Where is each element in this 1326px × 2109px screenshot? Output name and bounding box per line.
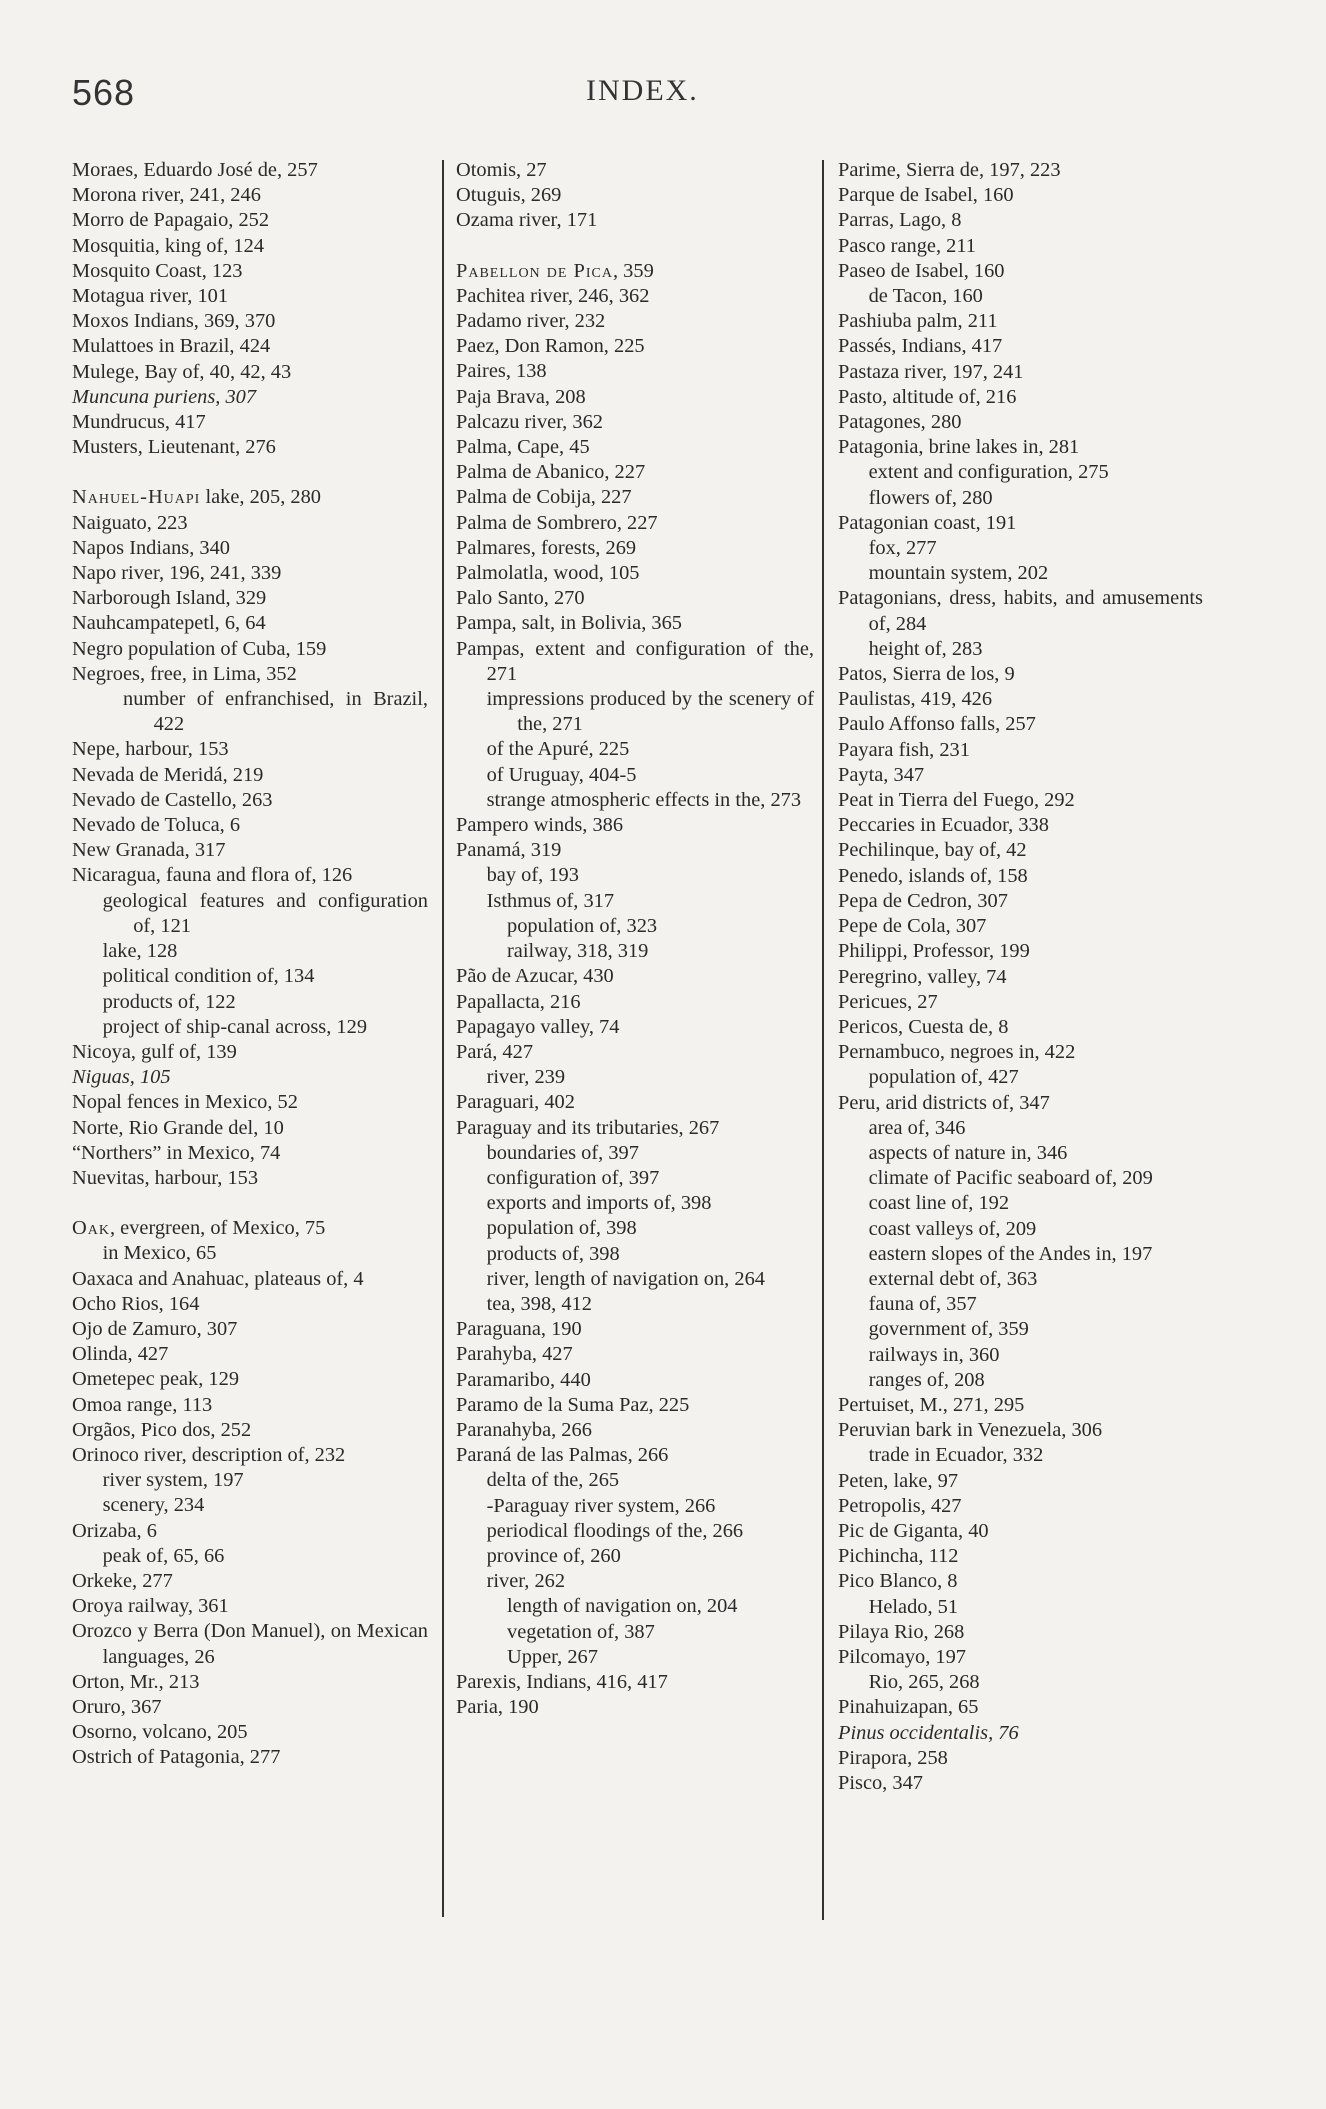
index-entry: Ozama river, 171 — [456, 209, 598, 232]
index-entry: Pará, 427 — [456, 1040, 534, 1063]
index-entry: Narborough Island, 329 — [72, 587, 267, 610]
index-entry: Mulattoes in Brazil, 424 — [72, 335, 271, 358]
index-entry: Oak, evergreen, of Mexico, 75 — [72, 1217, 326, 1240]
index-subentry: eastern slopes of the Andes in, 197 — [868, 1242, 1153, 1265]
index-entry: Orizaba, 6 — [72, 1519, 157, 1542]
index-entry: Parras, Lago, 8 — [838, 209, 962, 232]
index-subentry: in Mexico, 65 — [102, 1242, 217, 1265]
index-entry: Peregrino, valley, 74 — [838, 965, 1007, 988]
index-entry: Penedo, islands of, 158 — [838, 864, 1028, 887]
index-subentry: lake, 128 — [102, 940, 178, 963]
index-entry: Omoa range, 113 — [72, 1393, 213, 1416]
index-entry: Nahuel-Huapi lake, 205, 280 — [72, 486, 321, 509]
index-entry: Palma, Cape, 45 — [456, 436, 590, 459]
index-entry: Palcazu river, 362 — [456, 410, 603, 433]
index-subentry: fox, 277 — [868, 537, 937, 560]
index-entry: Pampas, extent and configuration of the, 271 — [456, 637, 814, 685]
index-entry: Pechilinque, bay of, 42 — [838, 839, 1027, 862]
index-entry: Payara fish, 231 — [838, 738, 970, 761]
index-subentry: population of, 398 — [486, 1217, 637, 1240]
index-entry: Moxos Indians, 369, 370 — [72, 310, 276, 333]
index-subentry: of Uruguay, 404-5 — [486, 763, 637, 786]
index-subentry: river, length of navigation on, 264 — [486, 1267, 765, 1290]
index-subentry: external debt of, 363 — [868, 1267, 1038, 1290]
index-subentry: peak of, 65, 66 — [102, 1544, 225, 1567]
index-entry: Otuguis, 269 — [456, 184, 562, 207]
index-subentry: boundaries of, 397 — [486, 1141, 639, 1164]
column-divider — [442, 160, 444, 1917]
index-entry: Negro population of Cuba, 159 — [72, 637, 327, 660]
index-subentry: scenery, 234 — [102, 1494, 205, 1517]
page-title: INDEX. — [586, 74, 699, 107]
index-entry: Pinahuizapan, 65 — [838, 1696, 979, 1719]
index-entry: Norte, Rio Grande del, 10 — [72, 1116, 284, 1139]
index-subentry: strange atmospheric effects in the, 273 — [486, 788, 802, 811]
index-entry: Mundrucus, 417 — [72, 411, 206, 434]
index-entry: Pertuiset, M., 271, 295 — [838, 1393, 1025, 1416]
index-subentry: coast line of, 192 — [868, 1192, 1010, 1215]
index-entry: Oroya railway, 361 — [72, 1595, 229, 1618]
index-entry: Pericos, Cuesta de, 8 — [838, 1015, 1009, 1038]
letter-section-gap — [72, 1191, 428, 1216]
index-entry: Otomis, 27 — [456, 159, 547, 181]
index-subentry: tea, 398, 412 — [486, 1292, 592, 1315]
index-entry: Palma de Cobija, 227 — [456, 486, 632, 509]
index-entry: Paulistas, 419, 426 — [838, 688, 993, 711]
index-subentry: population of, 427 — [868, 1066, 1019, 1089]
index-subentry: railway, 318, 319 — [507, 940, 649, 963]
index-entry: Papagayo valley, 74 — [456, 1015, 620, 1038]
index-entry: Pastaza river, 197, 241 — [838, 360, 1024, 383]
index-entry: Paez, Don Ramon, 225 — [456, 335, 645, 358]
index-entry: Peccaries in Ecuador, 338 — [838, 814, 1049, 837]
index-entry: Paraguari, 402 — [456, 1091, 575, 1114]
index-subentry: coast valleys of, 209 — [868, 1217, 1037, 1240]
index-subentry: periodical floodings of the, 266 — [486, 1519, 744, 1542]
index-subentry: of the Apuré, 225 — [486, 738, 630, 761]
index-entry: Nepe, harbour, 153 — [72, 738, 229, 761]
index-subentry: Upper, 267 — [507, 1645, 598, 1668]
index-subentry: area of, 346 — [868, 1116, 966, 1139]
letter-section-gap — [456, 234, 814, 259]
index-entry: Nevada de Meridá, 219 — [72, 763, 264, 786]
index-subentry: de Tacon, 160 — [868, 285, 983, 308]
index-entry: Pernambuco, negroes in, 422 — [838, 1041, 1076, 1064]
index-subentry: aspects of nature in, 346 — [868, 1141, 1068, 1164]
index-entry: Morro de Papagaio, 252 — [72, 209, 270, 232]
index-entry: Pichincha, 112 — [838, 1545, 959, 1568]
index-entry: Ometepec peak, 129 — [72, 1368, 240, 1391]
index-entry: Pabellon de Pica, 359 — [456, 259, 654, 282]
index-subentry: extent and configuration, 275 — [868, 461, 1109, 484]
index-entry: Pisco, 347 — [838, 1772, 923, 1794]
index-entry: New Granada, 317 — [72, 839, 226, 862]
index-entry: Payta, 347 — [838, 763, 925, 786]
index-entry: Naiguato, 223 — [72, 511, 188, 534]
index-entry: Peruvian bark in Venezuela, 306 — [838, 1419, 1103, 1442]
index-subentry: mountain system, 202 — [868, 562, 1049, 585]
index-entry: Oruro, 367 — [72, 1695, 162, 1718]
index-entry: Motagua river, 101 — [72, 285, 229, 308]
section-headword: Nahuel-Huapi — [72, 486, 201, 509]
index-entry: Papallacta, 216 — [456, 990, 581, 1013]
index-entry: Nicaragua, fauna and flora of, 126 — [72, 864, 353, 887]
index-entry: Palmares, forests, 269 — [456, 536, 637, 559]
index-entry: Parexis, Indians, 416, 417 — [456, 1670, 668, 1693]
index-entry: Orgãos, Pico dos, 252 — [72, 1418, 252, 1441]
index-entry: Nauhcampatepetl, 6, 64 — [72, 612, 266, 635]
index-entry: Oaxaca and Anahuac, plateaus of, 4 — [72, 1267, 364, 1290]
index-entry: Pico Blanco, 8 — [838, 1570, 958, 1593]
index-subentry: Rio, 265, 268 — [868, 1671, 980, 1694]
index-entry: Nevado de Castello, 263 — [72, 788, 273, 811]
index-column-1 — [72, 158, 428, 1771]
index-subentry: trade in Ecuador, 332 — [868, 1444, 1044, 1467]
index-entry: Pão de Azucar, 430 — [456, 965, 614, 988]
index-entry: Paraná de las Palmas, 266 — [456, 1444, 669, 1467]
index-entry: Patagonia, brine lakes in, 281 — [838, 436, 1080, 459]
index-entry: Paja Brava, 208 — [456, 385, 586, 408]
index-entry: Pirapora, 258 — [838, 1746, 948, 1769]
index-entry: Olinda, 427 — [72, 1343, 169, 1366]
index-entry: Panamá, 319 — [456, 839, 562, 862]
index-entry: Pashiuba palm, 211 — [838, 310, 998, 333]
index-entry: Parime, Sierra de, 197, 223 — [838, 159, 1061, 181]
index-subentry: vegetation of, 387 — [507, 1620, 655, 1643]
index-entry: Mosquitia, king of, 124 — [72, 234, 265, 257]
index-subentry: impressions produced by the scenery of the, 271 — [486, 688, 814, 736]
index-entry: Passés, Indians, 417 — [838, 335, 1003, 358]
index-entry: Mulege, Bay of, 40, 42, 43 — [72, 360, 292, 383]
index-entry: Orkeke, 277 — [72, 1569, 173, 1592]
index-subentry: number of enfranchised, in Brazil, 422 — [123, 688, 428, 736]
index-entry: Pasco range, 211 — [838, 234, 976, 257]
index-entry: Peat in Tierra del Fuego, 292 — [838, 789, 1075, 812]
index-entry: Paulo Affonso falls, 257 — [838, 713, 1036, 736]
index-entry: Patagonian coast, 191 — [838, 511, 1017, 534]
index-entry: Peten, lake, 97 — [838, 1469, 959, 1492]
index-subentry: river, 239 — [486, 1066, 566, 1089]
index-subentry: height of, 283 — [868, 637, 983, 660]
index-entry: Patagonians, dress, habits, and amusements of, 284 — [838, 587, 1203, 635]
index-subentry: project of ship-canal across, 129 — [102, 1015, 368, 1038]
index-entry: Muncuna puriens, 307 — [72, 385, 257, 408]
index-entry: Osorno, volcano, 205 — [72, 1721, 248, 1744]
index-entry: Peru, arid districts of, 347 — [838, 1091, 1050, 1114]
index-subentry: configuration of, 397 — [486, 1166, 660, 1189]
index-entry: Pachitea river, 246, 362 — [456, 284, 650, 307]
index-entry: Pilaya Rio, 268 — [838, 1620, 965, 1643]
section-headword: Pabellon de Pica — [456, 259, 613, 282]
index-entry: Pericues, 27 — [838, 990, 938, 1013]
index-entry: Pic de Giganta, 40 — [838, 1519, 989, 1542]
index-subentry: fauna of, 357 — [868, 1293, 977, 1316]
index-entry: Napos Indians, 340 — [72, 536, 231, 559]
index-entry: Paires, 138 — [456, 360, 547, 383]
index-entry: Paramaribo, 440 — [456, 1368, 591, 1391]
index-entry: Morona river, 241, 246 — [72, 184, 261, 207]
index-entry: Musters, Lieutenant, 276 — [72, 436, 276, 459]
index-entry: Paraguana, 190 — [456, 1318, 582, 1341]
index-subentry: products of, 398 — [486, 1242, 620, 1265]
page-number: 568 — [72, 72, 136, 113]
index-subentry: river system, 197 — [102, 1469, 244, 1492]
section-headword: Oak — [72, 1217, 110, 1240]
index-entry: Nevado de Toluca, 6 — [72, 814, 241, 837]
index-subentry: delta of the, 265 — [486, 1469, 620, 1492]
index-entry: Pepa de Cedron, 307 — [838, 889, 1008, 912]
index-entry: Pepe de Cola, 307 — [838, 915, 987, 938]
index-entry: Paranahyba, 266 — [456, 1418, 592, 1441]
index-entry: Palma de Sombrero, 227 — [456, 511, 658, 534]
index-subentry: ranges of, 208 — [868, 1368, 985, 1391]
index-entry: “Northers” in Mexico, 74 — [72, 1141, 281, 1164]
index-entry: Pilcomayo, 197 — [838, 1645, 966, 1668]
index-column-2 — [456, 158, 814, 1720]
index-entry: Paseo de Isabel, 160 — [838, 259, 1005, 282]
index-entry: Petropolis, 427 — [838, 1494, 962, 1517]
index-subentry: population of, 323 — [507, 914, 658, 937]
index-subentry: railways in, 360 — [868, 1343, 1000, 1366]
index-entry: Moraes, Eduardo José de, 257 — [72, 159, 318, 181]
index-entry: Paramo de la Suma Paz, 225 — [456, 1393, 690, 1416]
index-entry: Napo river, 196, 241, 339 — [72, 562, 282, 585]
index-subentry: Helado, 51 — [868, 1595, 959, 1618]
index-entry: Pampa, salt, in Bolivia, 365 — [456, 612, 682, 635]
index-entry: Pinus occidentalis, 76 — [838, 1721, 1019, 1744]
index-subentry: political condition of, 134 — [102, 965, 315, 988]
index-subentry: length of navigation on, 204 — [507, 1595, 738, 1618]
index-subentry: province of, 260 — [486, 1544, 621, 1567]
index-entry: Ocho Rios, 164 — [72, 1292, 200, 1315]
index-entry: Padamo river, 232 — [456, 310, 606, 333]
index-entry: Nopal fences in Mexico, 52 — [72, 1091, 298, 1114]
index-entry: Patagones, 280 — [838, 411, 962, 434]
index-subentry: -Paraguay river system, 266 — [486, 1494, 716, 1517]
index-entry: Niguas, 105 — [72, 1066, 171, 1089]
index-entry: Palma de Abanico, 227 — [456, 461, 646, 484]
index-entry: Pasto, altitude of, 216 — [838, 385, 1017, 408]
index-entry: Paraguay and its tributaries, 267 — [456, 1116, 720, 1139]
index-entry: Ojo de Zamuro, 307 — [72, 1317, 238, 1340]
index-entry: Palo Santo, 270 — [456, 587, 585, 610]
index-subentry: geological features and configuration of, 121 — [102, 889, 428, 937]
index-subentry: river, 262 — [486, 1570, 566, 1593]
index-entry: Palmolatla, wood, 105 — [456, 562, 640, 585]
index-subentry: products of, 122 — [102, 990, 236, 1013]
index-entry: Mosquito Coast, 123 — [72, 259, 243, 282]
index-subentry: government of, 359 — [868, 1318, 1029, 1341]
index-entry: Parque de Isabel, 160 — [838, 184, 1014, 207]
index-entry: Patos, Sierra de los, 9 — [838, 663, 1015, 686]
index-entry: Orozco y Berra (Don Manuel), on Mexican languages, 26 — [72, 1620, 428, 1668]
index-subentry: climate of Pacific seaboard of, 209 — [868, 1167, 1153, 1190]
letter-section-gap — [72, 460, 428, 485]
index-entry: Orinoco river, description of, 232 — [72, 1443, 346, 1466]
column-divider — [822, 160, 824, 1920]
index-entry: Nicoya, gulf of, 139 — [72, 1040, 237, 1063]
index-subentry: bay of, 193 — [486, 864, 579, 887]
index-entry: Parahyba, 427 — [456, 1343, 573, 1366]
index-entry: Pampero winds, 386 — [456, 814, 624, 837]
index-entry: Philippi, Professor, 199 — [838, 940, 1030, 963]
index-entry: Paria, 190 — [456, 1696, 539, 1719]
index-subentry: Isthmus of, 317 — [486, 889, 615, 912]
index-subentry: flowers of, 280 — [868, 486, 993, 509]
index-entry: Ostrich of Patagonia, 277 — [72, 1746, 281, 1769]
index-column-3 — [838, 158, 1203, 1796]
index-entry: Orton, Mr., 213 — [72, 1670, 200, 1693]
index-subentry: exports and imports of, 398 — [486, 1192, 712, 1215]
index-entry: Negroes, free, in Lima, 352 — [72, 662, 297, 685]
index-entry: Nuevitas, harbour, 153 — [72, 1166, 259, 1189]
